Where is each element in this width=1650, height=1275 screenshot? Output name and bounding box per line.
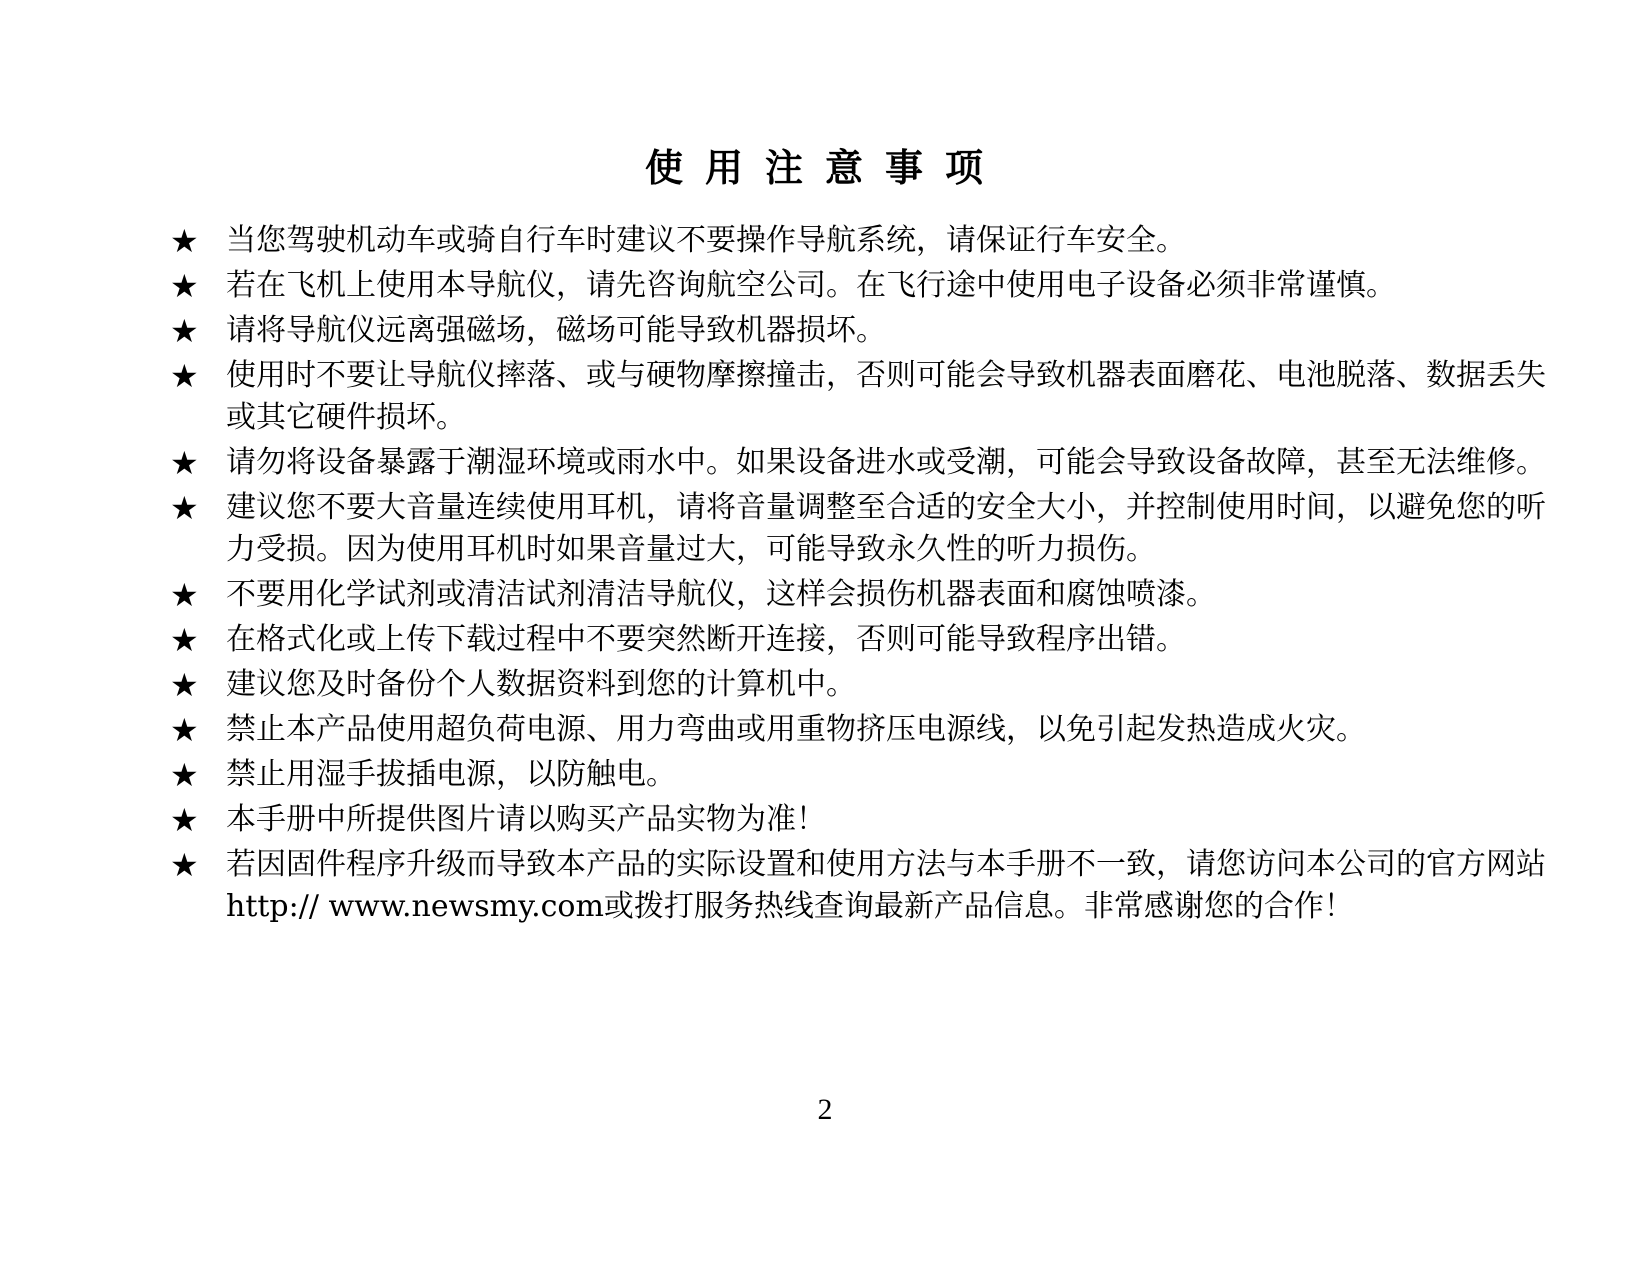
list-item <box>170 220 1570 262</box>
star-icon: ★ <box>170 489 199 527</box>
list-item <box>170 355 1570 439</box>
list-item <box>170 754 1570 796</box>
notice-text: 不要用化学试剂或清洁试剂清洁导航仪，这样会损伤机器表面和腐蚀喷漆。 <box>226 577 1216 612</box>
notice-list <box>170 220 1570 931</box>
notice-text: 使用时不要让导航仪摔落、或与硬物摩擦撞击，否则可能会导致机器表面磨花、电池脱落、数据丢失或其它硬件损坏。 <box>226 358 1546 435</box>
star-icon: ★ <box>170 621 199 659</box>
star-icon: ★ <box>170 801 199 839</box>
notice-text: 禁止本产品使用超负荷电源、用力弯曲或用重物挤压电源线，以免引起发热造成火灾。 <box>226 712 1366 747</box>
notice-text: 请勿将设备暴露于潮湿环境或雨水中。如果设备进水或受潮，可能会导致设备故障，甚至无法维修。 <box>226 445 1546 480</box>
star-icon: ★ <box>170 576 199 614</box>
list-item <box>170 574 1570 616</box>
list-item <box>170 265 1570 307</box>
notice-text: 建议您及时备份个人数据资料到您的计算机中。 <box>226 667 856 702</box>
notice-text: 当您驾驶机动车或骑自行车时建议不要操作导航系统，请保证行车安全。 <box>226 223 1186 258</box>
list-item <box>170 619 1570 661</box>
notice-text: 建议您不要大音量连续使用耳机，请将音量调整至合适的安全大小，并控制使用时间，以避免您的听力受损。因为使用耳机时如果音量过大，可能导致永久性的听力损伤。 <box>226 490 1546 567</box>
star-icon: ★ <box>170 666 199 704</box>
list-item <box>170 844 1570 928</box>
notice-text: 在格式化或上传下载过程中不要突然断开连接，否则可能导致程序出错。 <box>226 622 1186 657</box>
star-icon: ★ <box>170 846 199 884</box>
notice-text: 禁止用湿手拔插电源，以防触电。 <box>226 757 676 792</box>
notice-text: 若因固件程序升级而导致本产品的实际设置和使用方法与本手册不一致，请您访问本公司的官方网站http:// www.newsmy.com或拨打服务热线查询最新产品信息。非常感谢您的合作！ <box>226 847 1546 924</box>
list-item <box>170 487 1570 571</box>
notice-text: 若在飞机上使用本导航仪，请先咨询航空公司。在飞行途中使用电子设备必须非常谨慎。 <box>226 268 1396 303</box>
list-item <box>170 799 1570 841</box>
star-icon: ★ <box>170 267 199 305</box>
notice-text: 本手册中所提供图片请以购买产品实物为准！ <box>226 802 826 837</box>
list-item <box>170 310 1570 352</box>
star-icon: ★ <box>170 222 199 260</box>
star-icon: ★ <box>170 357 199 395</box>
star-icon: ★ <box>170 756 199 794</box>
list-item <box>170 709 1570 751</box>
notice-text: 请将导航仪远离强磁场，磁场可能导致机器损坏。 <box>226 313 886 348</box>
star-icon: ★ <box>170 444 199 482</box>
star-icon: ★ <box>170 711 199 749</box>
list-item <box>170 442 1570 484</box>
list-item <box>170 664 1570 706</box>
star-icon: ★ <box>170 312 199 350</box>
page-number: 2 <box>817 1093 833 1126</box>
page-title: 使用注意事项 <box>644 146 1005 190</box>
